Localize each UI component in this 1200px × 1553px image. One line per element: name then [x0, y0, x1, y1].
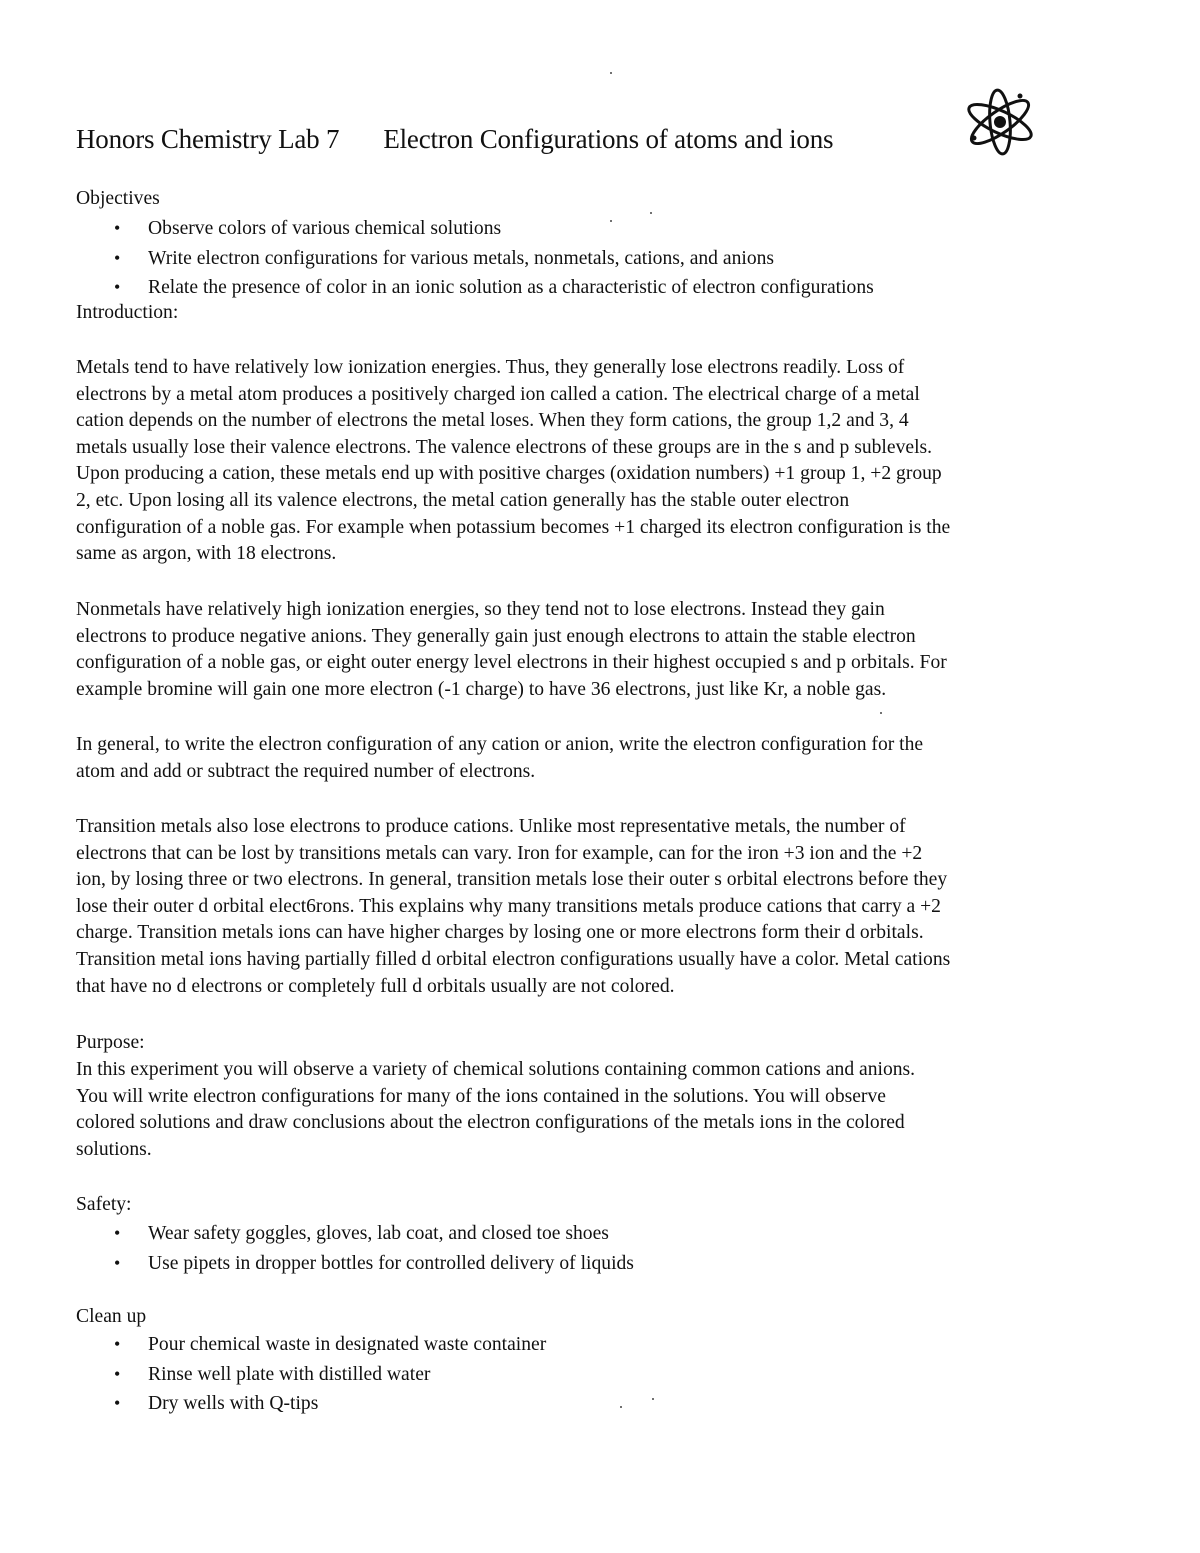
list-item: • Relate the presence of color in an ionic solution as a characteristic of electron configurations	[114, 273, 874, 303]
scan-speck	[650, 212, 652, 214]
text-line: cation depends on the number of electrons the metal loses. When they form cations, the group 1,2 and 3, 4	[76, 410, 909, 432]
scan-speck	[610, 220, 612, 222]
text-line: You will write electron configurations for many of the ions contained in the solutions. You will observe	[76, 1085, 886, 1107]
text-line: ion, by losing three or two electrons. In general, transition metals lose their outer s orbital electrons before they	[76, 869, 948, 891]
text-line: same as argon, with 18 electrons.	[76, 543, 337, 565]
objectives-list	[114, 214, 874, 303]
text-line: electrons by a metal atom produces a positively charged ion called a cation. The electrical charge of a metal	[76, 383, 920, 405]
text-line: colored solutions and draw conclusions about the electron configurations of the metals ions in the colored	[76, 1112, 905, 1134]
title-main: Honors Chemistry Lab 7	[76, 124, 340, 154]
text-line: solutions.	[76, 1138, 152, 1160]
intro-paragraph-nonmetals	[76, 597, 1138, 703]
intro-paragraph-metals	[76, 355, 1138, 568]
text-line: Upon producing a cation, these metals end up with positive charges (oxidation numbers) +1 group 1, +2 group	[76, 463, 942, 485]
scan-speck	[880, 712, 882, 714]
text-line: lose their outer d orbital elect6rons. This explains why many transitions metals produce cations that carry a +2	[76, 895, 941, 917]
intro-paragraph-transition-metals	[76, 814, 1138, 1000]
purpose-paragraph	[76, 1057, 1138, 1163]
text-line: electrons to produce negative anions. They generally gain just enough electrons to attain the stable electron	[76, 625, 916, 647]
text-line: configuration of a noble gas. For example when potassium becomes +1 charged its electron configuration is the	[76, 516, 951, 538]
atom-icon	[962, 86, 1042, 156]
text-line: In general, to write the electron configuration of any cation or anion, write the electron configuration for the	[76, 734, 924, 755]
text-line: Metals tend to have relatively low ionization energies. Thus, they generally lose electrons readily. Loss of	[76, 357, 905, 378]
cleanup-heading: Clean up	[76, 1306, 147, 1327]
scan-speck	[610, 72, 612, 74]
text-line: charge. Transition metals ions can have higher charges by losing one or more electrons form their d orbitals.	[76, 922, 924, 944]
intro-paragraph-general	[76, 732, 1138, 785]
title-subtitle: Electron Configurations of atoms and ions	[383, 124, 834, 154]
text-line: electrons that can be lost by transitions metals can vary. Iron for example, can for the iron +3 ion and the +2	[76, 842, 923, 864]
safety-heading: Safety:	[76, 1194, 132, 1215]
text-line: Transition metal ions having partially filled d orbital electron configurations usually have a color. Metal cations	[76, 948, 951, 970]
text-line: Transition metals also lose electrons to produce cations. Unlike most representative metals, the number of	[76, 816, 906, 837]
safety-list	[114, 1219, 634, 1278]
list-item: • Rinse well plate with distilled water	[114, 1360, 546, 1390]
list-item: • Write electron configurations for various metals, nonmetals, cations, and anions	[114, 244, 874, 274]
scan-speck	[620, 1406, 622, 1408]
list-item: • Wear safety goggles, gloves, lab coat, and closed toe shoes	[114, 1219, 634, 1249]
scan-speck	[652, 1398, 654, 1400]
list-item: • Observe colors of various chemical solutions	[114, 214, 874, 244]
list-item: • Dry wells with Q-tips	[114, 1389, 546, 1419]
text-line: 2, etc. Upon losing all its valence electrons, the metal cation generally has the stable outer electron	[76, 489, 850, 511]
text-line: atom and add or subtract the required number of electrons.	[76, 760, 536, 782]
cleanup-list	[114, 1330, 546, 1419]
list-item: • Use pipets in dropper bottles for controlled delivery of liquids	[114, 1249, 634, 1279]
objectives-heading: Objectives	[76, 188, 160, 209]
page-title	[76, 124, 833, 155]
text-line: Nonmetals have relatively high ionization energies, so they tend not to lose electrons. Instead they gain	[76, 599, 885, 620]
text-line: metals usually lose their valence electrons. The valence electrons of these groups are in the s and p sublevels.	[76, 436, 933, 458]
text-line: that have no d electrons or completely full d orbitals usually are not colored.	[76, 975, 675, 997]
list-item: • Pour chemical waste in designated waste container	[114, 1330, 546, 1360]
text-line: example bromine will gain one more electron (-1 charge) to have 36 electrons, just like Kr, a noble gas.	[76, 678, 887, 700]
text-line: configuration of a noble gas, or eight outer energy level electrons in their highest occupied s and p orbitals. For	[76, 652, 947, 674]
purpose-heading: Purpose:	[76, 1032, 145, 1053]
introduction-heading: Introduction:	[76, 302, 179, 323]
text-line: In this experiment you will observe a variety of chemical solutions containing common cations and anions.	[76, 1059, 916, 1080]
